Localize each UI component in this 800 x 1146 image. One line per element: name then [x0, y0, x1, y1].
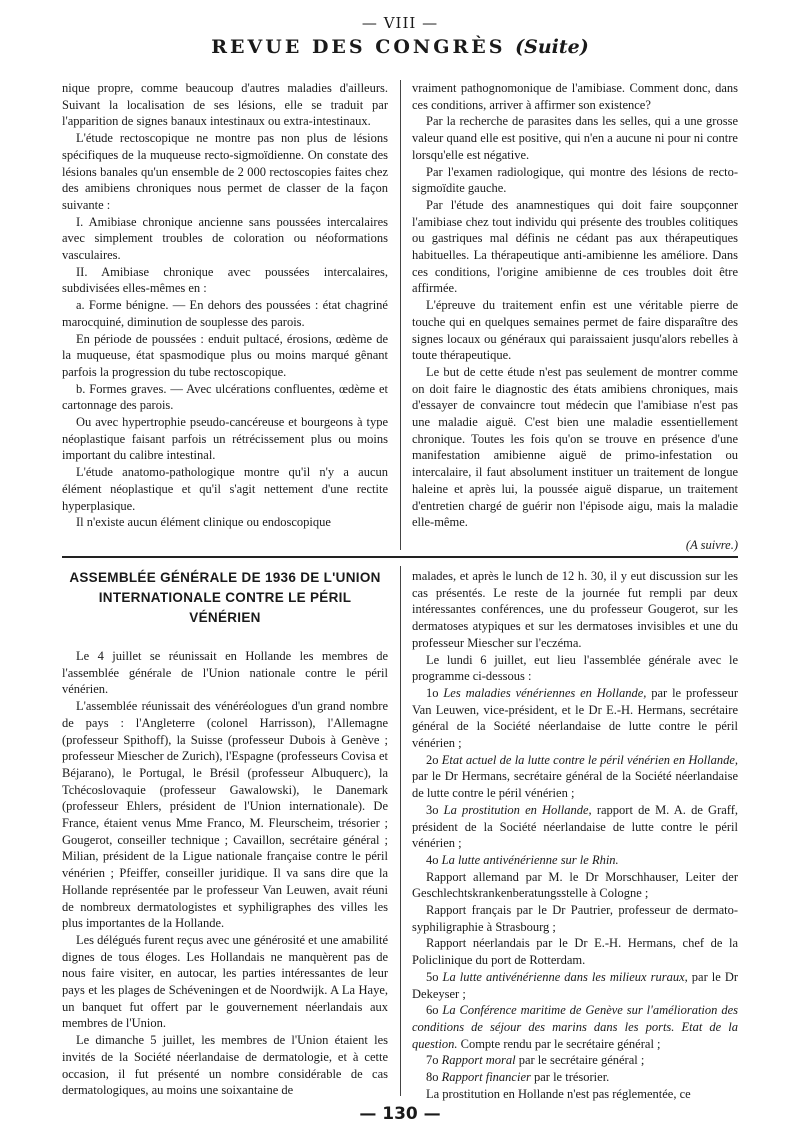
item-title: Rapport financier: [441, 1070, 531, 1085]
item-number: 8o: [426, 1070, 439, 1085]
article-title: [62, 568, 388, 628]
item-text: par le trésorier.: [530, 1070, 610, 1085]
paragraph: En période de poussées : enduit pultacé, érosions, œdème de la muqueuse, état spasmodique plus ou moins marqué gênant parfois la progression du tube rectoscopique.: [62, 331, 388, 379]
item-text: par le Dr Hermans, secrétaire général de la Société néerlandaise de lutte contre le péril vénérien ;: [412, 769, 738, 801]
paragraph: I. Amibiase chronique ancienne sans poussées intercalaires avec simplement troubles de coloration ou néoformations vasculaires.: [62, 214, 388, 263]
program-item: [412, 752, 738, 802]
journal-title: [0, 36, 800, 58]
paragraph: L'assemblée réunissait des vénéréologues d'un grand nombre de pays : l'Angleterre (colonel Harrisson), l'Allemagne (professeur Spithoff), la Suisse (professeur Dubois à Genève ; professeur Miescher de Zurich), l'Espagne (professeurs Covisa et Béjarano), le Portugal, le Brésil (professeur Albuquerc), la Tchécoslovaquie (professeur Gawalowski), le Danemark (professeur Ehlers, président de l'Union internationale). De France, étaient venus Mme Franco, M. Fleurscheim, trésorier ; Gougerot, conseiller technique ; Cavaillon, secrétaire général ; Milian, président de la Ligue nationale française contre le péril vénérien ; Pfeiffer, conseiller juridique. Il va sans dire que la Hollande représentée par le professeur Van Leuwen, avait réuni de nombreux dermatologistes et syphiligraphes des villes les plus importantes de la Hollande.: [62, 699, 388, 931]
item-number: 5o: [426, 969, 439, 984]
item-title: La lutte antivénérienne dans les milieux ruraux,: [442, 969, 688, 984]
paragraph: Par la recherche de parasites dans les selles, qui a une grosse valeur quand elle est positive, qui n'en a aucune ni pour ni contre lorsqu'elle est négative.: [412, 114, 738, 162]
to-be-continued: (A suivre.): [685, 537, 738, 552]
journal-title-suite: (Suite): [515, 36, 589, 58]
paragraph: Par l'examen radiologique, qui montre des lésions de recto-sigmoïdite gauche.: [412, 164, 738, 196]
column-divider-bottom: [400, 566, 401, 1096]
column-2: [412, 80, 738, 554]
program-item: [412, 1002, 738, 1052]
paragraph: La prostitution en Hollande n'est pas réglementée, ce: [426, 1086, 691, 1101]
report-line: Rapport allemand par M. le Dr Morschhauser, Leiter der Geschlechtskrankenberatungsstelle à Cologne ;: [412, 869, 738, 901]
paragraph: Le dimanche 5 juillet, les membres de l'Union étaient les invités de la Société néerlandaise de dermatologie, et à cette occasion, il fut présenté un nombre considérable de cas dermatologiques, au moins une soixantaine de: [62, 1033, 388, 1098]
program-item: [412, 1052, 738, 1069]
paragraph: Ou avec hypertrophie pseudo-cancéreuse et bourgeons à type néoplastique faisant parfois un rétrécissement plus ou moins important du calibre intestinal.: [62, 415, 388, 463]
paragraph: L'étude rectoscopique ne montre pas non plus de lésions spécifiques de la muqueuse recto-sigmoïdienne. On constate des lésions banales qu'un ensemble de 2 000 rectoscopies faites chez des amibiens chroniques nous permet de classer de la façon suivante :: [62, 131, 388, 212]
paragraph: a. Forme bénigne. — En dehors des poussées : état chagriné marocquiné, diminution de souplesse des parois.: [62, 298, 388, 329]
paragraph: nique propre, comme beaucoup d'autres maladies d'ailleurs. Suivant la localisation de ses lésions, elle se traduit par l'apparition de signes banaux intestinaux ou extra-intestinaux.: [62, 81, 388, 129]
item-title: Etat actuel de la lutte contre le péril vénérien en Hollande,: [441, 752, 739, 767]
item-number: 3o: [426, 802, 439, 817]
program-item: [412, 852, 738, 869]
column-3: [62, 568, 388, 1099]
page-number-top: — VIII —: [361, 14, 439, 32]
item-text: Compte rendu par le secrétaire général ;: [457, 1036, 661, 1051]
item-number: 4o: [426, 852, 439, 867]
item-title: La lutte antivénérienne sur le Rhin.: [441, 852, 619, 867]
column-divider-top: [400, 80, 401, 550]
item-text: rapport de M. A. de Graff, président de la Société néerlandaise de lutte contre le péril vénérien ;: [412, 802, 739, 851]
paragraph: b. Formes graves. — Avec ulcérations confluentes, œdème et cartonnage des parois.: [62, 381, 388, 413]
program-item: [412, 1069, 738, 1086]
section-divider: [62, 556, 738, 558]
page-number-bottom: — 130 —: [359, 1104, 441, 1124]
column-1: [62, 80, 388, 531]
item-number: 1o: [426, 685, 439, 700]
paragraph: Le 4 juillet se réunissait en Hollande les membres de l'assemblée générale de l'Union nationale contre le péril vénérien.: [62, 649, 388, 697]
column-4: [412, 568, 738, 1103]
paragraph: Le but de cette étude n'est pas seulement de montrer comme on doit faire le diagnostic des états amibiens chroniques, mais d'essayer de convaincre tout médecin que l'amibiase n'est pas une maladie aiguë. C'est bien une maladie essentiellement chronique. Toutes les fois qu'on se trouve en présence d'une manifestation amibienne aiguë de primo-infestation ou intercalaire, il faut absolument instituer un traitement de longue haleine et après lui, la poussée aiguë disparue, un traitement d'entretien chargé de guérir non l'épisode aigu, mais la maladie elle-même.: [412, 364, 738, 530]
paragraph: Le lundi 6 juillet, eut lieu l'assemblée générale avec le programme ci-dessous :: [412, 652, 738, 684]
program-item: [412, 969, 738, 1002]
item-title: Les maladies vénériennes en Hollande,: [443, 685, 647, 700]
report-line: Rapport néerlandais par le Dr E.-H. Hermans, chef de la Policlinique du port de Rotterdam.: [412, 936, 738, 968]
item-text: par le professeur Van Leuwen, vice-président, et le Dr E.-H. Hermans, secrétaire général de la Société néerlandaise de lutte contre le péril vénérien ;: [412, 685, 739, 751]
article-title-line: ASSEMBLÉE GÉNÉRALE DE 1936 DE L'UNION: [69, 570, 381, 585]
item-title: La prostitution en Hollande,: [443, 802, 592, 817]
paragraph: Les délégués furent reçus avec une générosité et une amabilité dignes de tous éloges. Les Hollandais ne manquèrent pas de nous faire visiter, en autocar, les parties intéressantes de leur pays et les plages de Schéveningen et de Noordwijk. A La Haye, un banquet fut offert par le gouvernement néerlandais aux membres de l'Union.: [62, 932, 389, 1031]
item-text: par le Dr Dekeyser ;: [412, 969, 739, 1001]
program-item: [412, 802, 738, 852]
item-number: 2o: [426, 752, 439, 767]
paragraph: L'épreuve du traitement enfin est une véritable pierre de touche qui en quelques semaines permet de faire disparaître des signes locaux ou généraux qui paraissaient jusqu'alors rebelles à toute thérapeutique.: [412, 298, 738, 363]
paragraph: Il n'existe aucun élément clinique ou endoscopique: [76, 515, 331, 530]
journal-title-text: REVUE DES CONGRÈS: [211, 36, 506, 58]
paragraph: malades, et après le lunch de 12 h. 30, il y eut discussion sur les cas présentés. Le reste de la journée fut rempli par deux intéressantes conférences, une du professeur Gougerot, sur les dermatoses atypiques et sur les dermatoses invisibles et une du professeur Miescher sur l'eczéma.: [412, 569, 738, 650]
item-number: 7o: [426, 1053, 439, 1068]
paragraph: II. Amibiase chronique avec poussées intercalaires, subdivisées elles-mêmes en :: [62, 264, 388, 296]
paragraph: Par l'étude des anamnestiques qui doit faire soupçonner l'amibiase chez tout individu qui présente des troubles colitiques ou gastriques mal définis ne cédant pas aux thérapeutiques habituelles. La thérapeutique anti-amibienne les améliore. Dans ces conditions, l'origine amibienne de ces troubles doit être affirmée.: [412, 197, 738, 296]
paragraph: L'étude anatomo-pathologique montre qu'il n'y a aucun élément néoplastique et qu'il s'agit nettement d'une rectite hyperplasique.: [62, 465, 388, 513]
item-title: Rapport moral: [441, 1053, 516, 1068]
article-title-line: INTERNATIONALE CONTRE LE PÉRIL VÉNÉRIEN: [98, 590, 352, 625]
item-text: par le secrétaire général ;: [515, 1053, 645, 1068]
program-item: [412, 685, 738, 752]
report-line: Rapport français par le Dr Pautrier, professeur de dermato-syphiligraphie à Strasbourg ;: [412, 903, 738, 934]
item-number: 6o: [426, 1003, 439, 1018]
item-title: La Conférence maritime de Genève sur l'amélioration des conditions de séjour des marins dans les ports. Etat de la question.: [412, 1003, 738, 1051]
paragraph: vraiment pathognomonique de l'amibiase. Comment donc, dans ces conditions, arriver à affirmer son existence?: [412, 81, 738, 112]
